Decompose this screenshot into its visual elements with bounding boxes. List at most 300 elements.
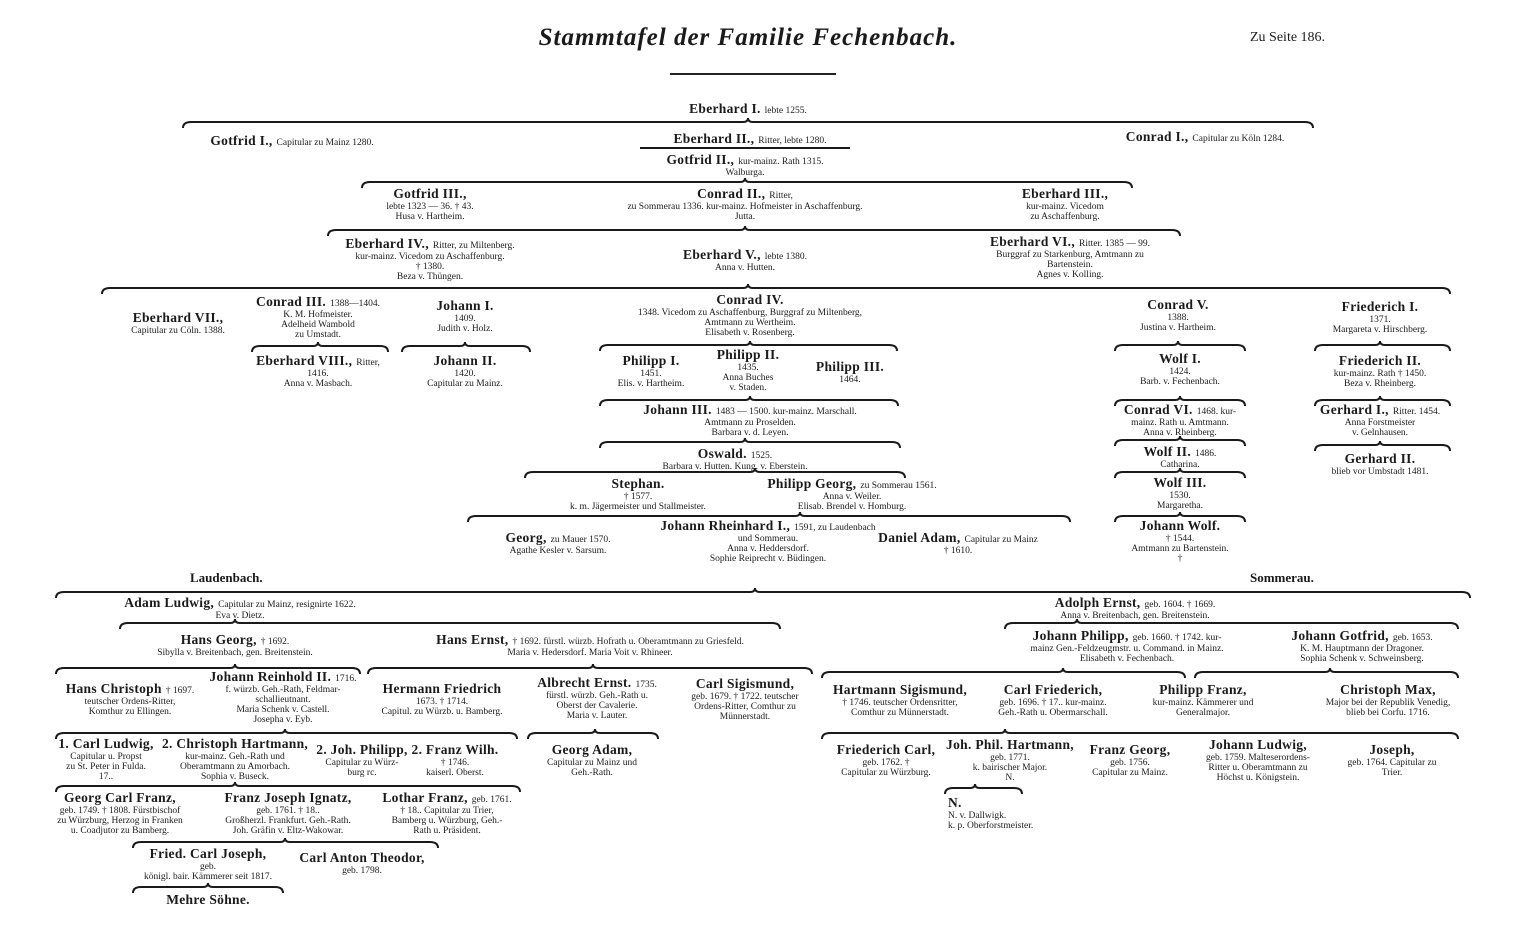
person-detail: Walburga.: [725, 167, 765, 178]
person-name: Georg,: [505, 530, 547, 545]
person-detail: Beza v. Thüngen.: [396, 271, 464, 282]
person-note: Capitular zu Mainz 1280.: [276, 138, 374, 148]
person-name: Philipp Georg,: [767, 476, 857, 491]
person-detail: Catharina.: [1160, 459, 1200, 470]
person-detail: Anna v. Heddersdorf.: [727, 543, 809, 554]
person-detail: geb. 1798.: [342, 865, 382, 876]
person-eberhard5: [683, 247, 807, 274]
person-detail: k. m. Jägermeister und Stallmeister.: [570, 501, 706, 512]
person-detail: zu Aschaffenburg.: [1030, 211, 1100, 222]
person-detail: Rath u. Präsident.: [413, 825, 481, 836]
person-detail: und Sommerau.: [737, 533, 799, 544]
person-detail: blieb bei Corfu. 1716.: [1346, 707, 1430, 718]
person-carlludwig: [58, 736, 153, 783]
person-detail: Beza v. Rheinberg.: [1343, 378, 1417, 389]
person-albrechternst: [537, 675, 657, 722]
person-johannludwig: [1206, 737, 1310, 784]
person-name: Johann Philipp,: [1032, 628, 1129, 643]
person-name: Conrad I.,: [1125, 129, 1189, 144]
person-detail: Adelheid Wambold: [281, 319, 355, 330]
person-franzwilh: [412, 742, 499, 779]
person-franzgeorg: [1090, 742, 1171, 779]
person-name: Eberhard VI.,: [989, 234, 1076, 249]
person-name: Hans Georg,: [180, 632, 257, 647]
person-johphilhartmann: [946, 737, 1074, 784]
person-name: 2. Joh. Philipp,: [316, 742, 408, 757]
person-detail: geb. 1679. † 1722. teutscher: [691, 691, 799, 702]
person-detail: Barb. v. Fechenbach.: [1140, 376, 1220, 387]
person-detail: teutscher Ordens-Ritter,: [84, 696, 176, 707]
person-conrad1: [1126, 129, 1284, 146]
sibling-brace: [1315, 341, 1450, 351]
person-detail: 1420.: [454, 368, 476, 379]
person-name: Hans Christoph: [65, 681, 162, 696]
person-conrad2: [627, 186, 862, 223]
person-note: geb. 1604. † 1669.: [1144, 600, 1216, 610]
person-name: Franz Joseph Ignatz,: [224, 790, 352, 805]
person-detail: Anna Forstmeister: [1344, 417, 1416, 428]
person-conrad6: [1124, 402, 1236, 439]
person-detail: † 1577.: [623, 491, 653, 502]
person-detail: Eva v. Dietz.: [215, 610, 265, 621]
person-name: Mehre Söhne.: [166, 892, 250, 907]
person-name: Eberhard IV.,: [345, 236, 429, 251]
person-name: Franz Georg,: [1089, 742, 1171, 757]
sibling-brace: [252, 342, 388, 352]
person-detail: Jutta.: [734, 211, 756, 222]
person-detail: Generalmajor.: [1175, 707, 1231, 718]
person-detail: zu Umstadt.: [295, 329, 341, 340]
person-name: Lothar Franz,: [382, 790, 468, 805]
sibling-brace: [1115, 341, 1245, 351]
person-name: Johann I.: [436, 298, 494, 313]
person-lotharfranz: [382, 790, 511, 837]
person-detail: kaiserl. Oberst.: [426, 767, 484, 778]
sibling-brace: [1315, 441, 1450, 451]
person-wolf2: [1144, 444, 1217, 471]
person-johannreinhold2: [210, 669, 357, 726]
person-detail: Agathe Kesler v. Sarsum.: [509, 545, 607, 556]
sibling-brace: [822, 729, 1458, 739]
person-franzjosephignatz: [224, 790, 351, 837]
person-note: † 1697.: [165, 686, 195, 696]
person-friedcarljoseph: [144, 846, 272, 883]
person-name: 1. Carl Ludwig,: [58, 736, 154, 751]
person-johanngotfrid: [1291, 628, 1432, 665]
person-detail: geb.: [199, 861, 217, 872]
person-johphilipp: [316, 742, 407, 779]
person-detail: Judith v. Holz.: [437, 323, 493, 334]
person-detail: kur-mainz. Vicedom zu Aschaffenburg.: [355, 251, 505, 262]
person-name: Johann Reinhold II.: [209, 669, 332, 684]
person-detail: Agnes v. Kolling.: [1036, 269, 1104, 280]
person-detail: Bamberg u. Würzburg, Geh.-: [391, 815, 503, 826]
branch-label-laudenbach: Laudenbach.: [190, 570, 263, 585]
person-philippfranz: [1153, 682, 1254, 719]
person-detail: Trier.: [1381, 767, 1403, 778]
person-detail: kur-mainz. Geh.-Rath und: [185, 751, 285, 762]
person-hansgeorg: [157, 632, 313, 659]
person-detail: mainz. Rath u. Amtmann.: [1131, 417, 1229, 428]
person-detail: Elisabeth v. Fechenbach.: [1079, 653, 1175, 664]
person-note: Ritter, zu Miltenberg.: [432, 241, 515, 251]
person-detail: † 1746.: [440, 757, 470, 768]
person-name: Wolf III.: [1153, 475, 1207, 490]
person-detail: Josepha v. Eyb.: [253, 714, 313, 725]
person-name: Stephan.: [611, 476, 665, 491]
person-detail: geb. 1756.: [1110, 757, 1150, 768]
person-detail: Geh.-Rath.: [571, 767, 613, 778]
person-note: geb. 1653.: [1392, 633, 1433, 643]
person-georg: [505, 530, 610, 557]
person-detail: Ordens-Ritter, Comthur zu: [694, 701, 796, 712]
person-detail: 1388.: [1167, 312, 1189, 323]
person-name: Philipp II.: [716, 347, 780, 362]
person-name: Conrad V.: [1147, 297, 1209, 312]
person-hansernst: [436, 632, 744, 659]
person-georgcarlfranz: [57, 790, 183, 837]
person-detail: Margareta v. Hirschberg.: [1332, 324, 1428, 335]
person-detail: Geh.-Rath u. Obermarschall.: [998, 707, 1108, 718]
person-carlsigismund: [691, 676, 798, 723]
person-note: lebte 1255.: [764, 106, 807, 116]
person-detail: Capitular zu Würz-: [325, 757, 399, 768]
person-detail: K. M. Hauptmann der Dragoner.: [1300, 643, 1424, 654]
person-detail: N. v. Dallwigk.: [948, 810, 1007, 821]
person-detail: 1673. † 1714.: [415, 696, 469, 707]
person-name: Eberhard I.: [689, 101, 761, 116]
person-detail: Anna Buches: [722, 372, 774, 383]
sibling-brace: [528, 729, 658, 739]
person-detail: Capitular u. Propst: [70, 751, 142, 762]
person-detail: geb. 1771.: [990, 752, 1030, 763]
person-eberhard8: [256, 353, 380, 390]
person-detail: 1416.: [307, 368, 329, 379]
person-name: Gotfrid I.,: [210, 133, 273, 148]
person-friederich1: [1333, 299, 1428, 336]
person-philipp2: [717, 347, 780, 394]
person-detail: Anna v. Hutten.: [714, 262, 776, 273]
person-detail: Bartenstein.: [1047, 259, 1093, 270]
person-eberhard6: [990, 234, 1150, 281]
person-detail: kur-mainz. Vicedom: [1026, 201, 1104, 212]
person-detail: geb. 1759. Malteserordens-: [1206, 752, 1310, 763]
person-danieladam: [878, 530, 1038, 557]
person-detail: Sophie Reiprecht v. Büdingen.: [709, 553, 827, 564]
person-detail: Amtmann zu Bartenstein.: [1131, 543, 1229, 554]
sibling-brace: [368, 664, 812, 674]
person-name: Christoph Max,: [1340, 682, 1436, 697]
person-detail: 1530.: [1169, 490, 1191, 501]
person-note: zu Sommerau 1561.: [860, 481, 937, 491]
person-detail: Anna v. Weiler.: [822, 491, 882, 502]
person-detail: 1371.: [1369, 314, 1391, 325]
person-detail: Comthur zu Münnerstadt.: [851, 707, 949, 718]
sibling-brace: [945, 784, 1022, 794]
person-detail: lebte 1323 — 36. † 43.: [386, 201, 474, 212]
person-detail: Major bei der Republik Venedig,: [1325, 697, 1451, 708]
person-nchildren: [948, 795, 1033, 832]
person-adamludwig: [124, 595, 356, 622]
person-note: Ritter. 1385 — 99.: [1079, 239, 1151, 249]
person-note: † 1692. fürstl. würzb. Hofrath u. Oberamtmann zu Griesfeld.: [512, 637, 744, 647]
person-name: Hans Ernst,: [436, 632, 509, 647]
person-name: Johann Wolf.: [1139, 518, 1221, 533]
person-detail: v. Gelnhausen.: [1351, 427, 1409, 438]
person-name: Eberhard VII.,: [132, 310, 224, 325]
person-name: Joseph,: [1369, 742, 1415, 757]
person-detail: † 1544.: [1165, 533, 1195, 544]
person-note: Ritter,: [769, 191, 793, 201]
person-gerhard2: [1331, 451, 1428, 478]
person-detail: Höchst u. Königstein.: [1216, 772, 1300, 783]
person-detail: Sibylla v. Breitenbach, gen. Breitenstein.: [157, 647, 313, 658]
person-name: Carl Sigismund,: [695, 676, 795, 691]
person-name: Gotfrid III.,: [393, 186, 467, 201]
person-note: 1716.: [335, 674, 357, 684]
person-detail: schallieutnant.: [255, 694, 311, 705]
person-detail: Capitular zu Mainz.: [427, 378, 503, 389]
person-name: Eberhard II.,: [673, 131, 755, 146]
person-detail: Oberst der Cavalerie.: [556, 700, 638, 711]
person-name: Wolf I.: [1159, 351, 1201, 366]
person-name: Conrad VI.: [1123, 402, 1193, 417]
person-name: Adolph Ernst,: [1054, 595, 1141, 610]
person-name: Carl Anton Theodor,: [299, 850, 425, 865]
person-detail: Elis. v. Hartheim.: [617, 378, 685, 389]
person-name: Friederich II.: [1338, 353, 1422, 368]
person-detail: Sophia Schenk v. Schweinsberg.: [1300, 653, 1424, 664]
person-note: Capitular zu Köln 1284.: [1192, 134, 1285, 144]
person-name: Carl Friederich,: [1003, 682, 1103, 697]
person-name: Johann Rheinhard I.,: [660, 518, 791, 533]
person-detail: königl. bair. Kämmerer seit 1817.: [144, 871, 272, 882]
person-note: 1525.: [750, 451, 773, 461]
person-note: Capitular zu Mainz, resignirte 1622.: [218, 600, 356, 610]
person-name: Friederich I.: [1341, 299, 1419, 314]
person-name: Johann Gotfrid,: [1291, 628, 1389, 643]
person-name: Johann Ludwig,: [1208, 737, 1307, 752]
person-detail: Ritter u. Oberamtmann zu: [1208, 762, 1308, 773]
person-note: 1483 — 1500. kur-mainz. Marschall.: [715, 407, 857, 417]
person-hartmannsigismund: [833, 682, 967, 719]
person-detail: Joh. Gräfin v. Eltz-Wakowar.: [232, 825, 344, 836]
person-philipp1: [618, 353, 685, 390]
person-detail: 17..: [98, 771, 114, 782]
person-detail: zu Sommerau 1336. kur-mainz. Hofmeister in Aschaffenburg.: [627, 201, 863, 212]
person-conrad5: [1140, 297, 1216, 334]
person-detail: † 1746. teutscher Ordensritter,: [842, 697, 958, 708]
person-detail: †: [1177, 553, 1183, 564]
person-detail: Anna v. Masbach.: [283, 378, 353, 389]
person-detail: geb. 1749. † 1808. Fürstbischof: [59, 805, 181, 816]
person-johann3: [643, 402, 857, 439]
person-detail: u. Coadjutor zu Bamberg.: [70, 825, 170, 836]
person-name: Eberhard V.,: [683, 247, 761, 262]
person-name: Philipp I.: [622, 353, 680, 368]
branch-label-sommerau: Sommerau.: [1250, 570, 1314, 585]
person-johannrheinhard: [660, 518, 875, 565]
person-detail: geb. 1762. †: [862, 757, 910, 768]
person-detail: Margaretha.: [1157, 500, 1203, 511]
person-name: Wolf II.: [1143, 444, 1192, 459]
person-stephan: [570, 476, 706, 513]
person-note: 1468. kur-: [1196, 407, 1237, 417]
person-name: Johann III.: [643, 402, 712, 417]
person-georgadam: [547, 742, 637, 779]
sibling-brace: [402, 342, 530, 352]
person-name: 2. Christoph Hartmann,: [161, 736, 309, 751]
person-gerhard1: [1320, 402, 1440, 439]
person-detail: fürstl. würzb. Geh.-Rath u.: [545, 690, 649, 701]
person-detail: Capitular zu Würzburg.: [841, 767, 931, 778]
person-eberhard1: [689, 101, 807, 118]
person-johann1: [436, 298, 493, 335]
person-note: Ritter, lebte 1280.: [758, 136, 827, 146]
person-name: Georg Carl Franz,: [64, 790, 176, 805]
person-detail: Sophia v. Buseck.: [201, 771, 269, 782]
person-detail: zu St. Peter in Fulda.: [66, 761, 146, 772]
person-wolf1: [1140, 351, 1220, 388]
person-detail: 1424.: [1169, 366, 1191, 377]
person-name: Conrad II.,: [697, 186, 766, 201]
person-note: geb. 1761.: [471, 795, 512, 805]
person-note: Capitular zu Mainz: [964, 535, 1038, 545]
person-detail: K. M. Hofmeister.: [283, 309, 353, 320]
person-adolphernst: [1055, 595, 1215, 622]
person-name: Daniel Adam,: [878, 530, 961, 545]
person-name: Albrecht Ernst.: [537, 675, 632, 690]
sibling-brace: [183, 118, 1313, 128]
person-name: Eberhard III.,: [1021, 186, 1109, 201]
person-detail: f. würzb. Geh.-Rath, Feldmar-: [225, 684, 341, 695]
person-detail: Amtmann zu Wertheim.: [704, 317, 796, 328]
person-wolf3: [1154, 475, 1207, 512]
person-gotfrid1: [210, 133, 373, 150]
person-detail: v. Staden.: [729, 382, 767, 393]
person-detail: Elisabeth v. Rosenberg.: [705, 327, 795, 338]
person-detail: Elisab. Brendel v. Homburg.: [797, 501, 907, 512]
person-detail: † 1610.: [943, 545, 973, 556]
person-detail: geb. 1764. Capitular zu: [1347, 757, 1437, 768]
person-detail: Maria Schenk v. Castell.: [236, 704, 330, 715]
person-detail: Capitul. zu Würzb. u. Bamberg.: [381, 706, 503, 717]
person-note: 1388—1404.: [330, 299, 380, 309]
person-detail: N.: [1005, 772, 1015, 783]
person-name: Adam Ludwig,: [124, 595, 215, 610]
person-detail: k. p. Oberforstmeister.: [948, 820, 1034, 831]
person-johannwolf: [1131, 518, 1228, 565]
person-eberhard3: [1022, 186, 1108, 223]
person-mehresoehne: [166, 892, 250, 909]
person-note: zu Mauer 1570.: [550, 535, 611, 545]
sibling-brace: [822, 668, 1185, 678]
person-detail: Oberamtmann zu Amorbach.: [179, 761, 290, 772]
person-detail: k. bairischer Major.: [972, 762, 1048, 773]
sibling-brace: [1195, 668, 1458, 678]
person-name: Gerhard I.,: [1319, 402, 1389, 417]
person-detail: Capitular zu Mainz.: [1092, 767, 1168, 778]
person-name: Philipp Franz,: [1159, 682, 1247, 697]
person-name: Joh. Phil. Hartmann,: [946, 737, 1074, 752]
person-name: 2. Franz Wilh.: [411, 742, 499, 757]
person-name: Conrad IV.: [716, 292, 784, 307]
person-detail: 1435.: [737, 362, 759, 373]
person-eberhard4: [345, 236, 514, 283]
person-detail: † 18.. Capitular zu Trier,: [400, 805, 494, 816]
person-gotfrid3: [386, 186, 473, 223]
person-christophhartmann: [162, 736, 308, 783]
person-detail: mainz Gen.-Feldzeugmstr. u. Command. in Mainz.: [1030, 643, 1224, 654]
person-detail: Barbara v. d. Leyen.: [711, 427, 789, 438]
person-name: Gotfrid II.,: [666, 152, 735, 167]
person-detail: zu Würzburg, Herzog in Franken: [57, 815, 183, 826]
person-note: kur-mainz. Rath 1315.: [738, 157, 824, 167]
person-name: Hermann Friedrich: [382, 681, 502, 696]
person-name: Fried. Carl Joseph,: [149, 846, 267, 861]
person-detail: Maria v. Lauter.: [566, 710, 628, 721]
person-eberhard7: [131, 310, 225, 337]
person-note: Ritter. 1454.: [1392, 407, 1441, 417]
person-detail: Justina v. Hartheim.: [1140, 322, 1216, 333]
person-detail: 1464.: [839, 374, 861, 385]
person-note: lebte 1380.: [764, 252, 807, 262]
person-detail: Anna v. Breitenbach, gen. Breitenstein.: [1060, 610, 1210, 621]
person-name: Conrad III.: [256, 294, 327, 309]
person-hermannfriedrich: [381, 681, 502, 718]
person-note: 1735.: [635, 680, 657, 690]
person-detail: † 1380.: [415, 261, 445, 272]
person-detail: Maria v. Hedersdorf. Maria Voit v. Rhineer.: [507, 647, 673, 658]
person-detail: Anna v. Rheinberg.: [1143, 427, 1217, 438]
person-name: Johann II.: [433, 353, 497, 368]
person-detail: Husa v. Hartheim.: [395, 211, 465, 222]
person-joseph: [1348, 742, 1437, 779]
person-gotfrid2: [666, 152, 823, 179]
person-name: Hartmann Sigismund,: [833, 682, 967, 697]
person-name: Oswald.: [697, 446, 747, 461]
person-detail: Amtmann zu Proselden.: [704, 417, 796, 428]
person-christophmax: [1326, 682, 1451, 719]
person-detail: Capitular zu Cöln. 1388.: [131, 325, 225, 336]
person-detail: burg rc.: [347, 767, 377, 778]
person-detail: geb. 1696. † 17.. kur-mainz.: [999, 697, 1107, 708]
person-detail: 1409.: [454, 313, 476, 324]
person-johann2: [427, 353, 503, 390]
person-philippgeorg: [767, 476, 936, 513]
person-detail: Burggraf zu Starkenburg, Amtmann zu: [996, 249, 1144, 260]
person-name: Friederich Carl,: [836, 742, 936, 757]
person-detail: blieb vor Umbstadt 1481.: [1331, 466, 1429, 477]
person-name: Philipp III.: [815, 359, 885, 374]
person-carlfriederich: [998, 682, 1107, 719]
person-detail: Großherzl. Frankfurt. Geh.-Rath.: [225, 815, 351, 826]
person-carlantontheodor: [299, 850, 424, 877]
person-hanschristoph: [66, 681, 195, 718]
person-detail: Komthur zu Ellingen.: [88, 706, 172, 717]
person-detail: kur-mainz. Rath † 1450.: [1333, 368, 1427, 379]
person-name: Gerhard II.: [1344, 451, 1416, 466]
person-detail: Münnerstadt.: [719, 711, 771, 722]
person-oswald: [663, 446, 808, 473]
person-note: Ritter,: [356, 358, 380, 368]
person-friederichcarl: [837, 742, 936, 779]
person-johannphilipp: [1030, 628, 1223, 665]
person-detail: 1451.: [640, 368, 662, 379]
page-title: Stammtafel der Familie Fechenbach.: [538, 24, 958, 51]
person-philipp3: [816, 359, 884, 386]
person-note: geb. 1660. † 1742. kur-: [1132, 633, 1222, 643]
